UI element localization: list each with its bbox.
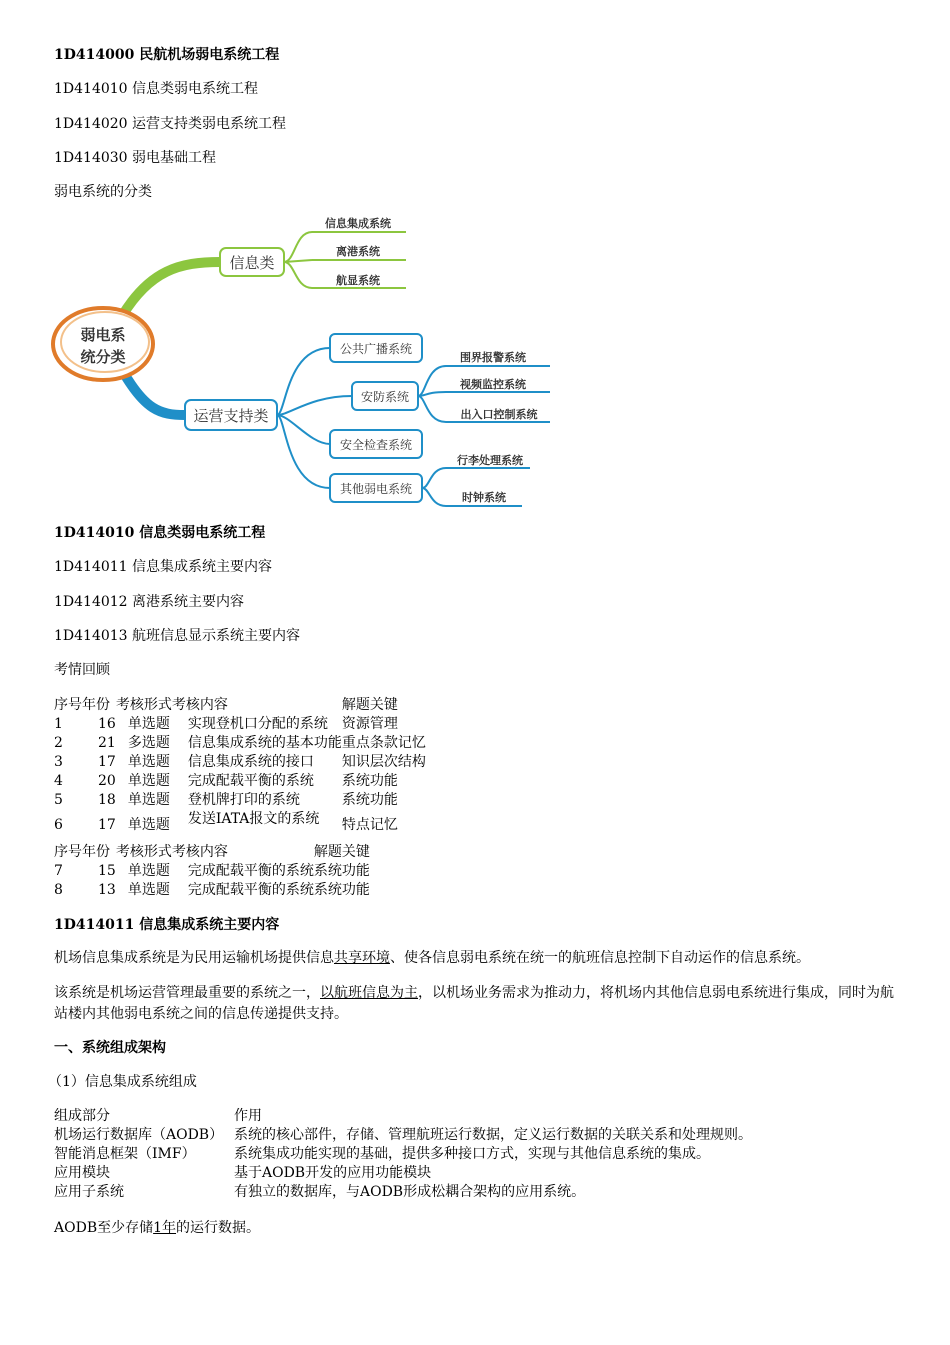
section-2-item-2[interactable]: 1D414012 离港系统主要内容 xyxy=(54,594,245,610)
cell: 16 xyxy=(98,716,116,732)
table-header-row xyxy=(54,843,370,862)
col-header: 序号 xyxy=(54,844,82,860)
security-child-3: 出入口控制系统 xyxy=(460,408,538,421)
cell: 完成配载平衡的系统 xyxy=(187,773,314,789)
components-table xyxy=(54,1107,752,1202)
root-label-line1: 弱电系 xyxy=(80,326,126,344)
cell: 多选题 xyxy=(127,735,170,751)
section-2-title: 1D414010 信息类弱电系统工程 xyxy=(54,525,266,541)
subsection-title: （1）信息集成系统组成 xyxy=(48,1074,197,1090)
col-header: 考核内容 xyxy=(171,844,228,860)
info-child-1: 信息集成系统 xyxy=(325,217,391,230)
info-branch-label: 信息类 xyxy=(229,254,275,272)
col-header: 组成部分 xyxy=(54,1108,110,1124)
paragraph-1 xyxy=(54,948,894,969)
cell: 18 xyxy=(98,792,116,808)
architecture-title: 一、系统组成架构 xyxy=(54,1040,166,1056)
cell: 应用模块 xyxy=(54,1165,110,1181)
table-row xyxy=(54,715,426,734)
cell: 单选题 xyxy=(127,754,170,770)
cell: 机场运行数据库（AODB） xyxy=(54,1127,224,1143)
root-node-ring xyxy=(53,308,153,380)
cell: 单选题 xyxy=(127,882,170,898)
paragraph-1-text-end: 、使各信息弱电系统在统一的航班信息控制下自动运作的信息系统。 xyxy=(390,950,810,966)
info-branch-connector xyxy=(122,262,220,316)
ops-child-1: 公共广播系统 xyxy=(339,342,413,356)
cell: 8 xyxy=(54,882,63,898)
info-child-3: 航显系统 xyxy=(336,274,380,287)
col-header: 考核内容 xyxy=(171,697,228,713)
cell: 完成配载平衡的系统 xyxy=(187,863,314,879)
cell: 知识层次结构 xyxy=(341,754,426,770)
ops-branch-connector xyxy=(122,370,185,415)
paragraph-1-underline: 共享环境 xyxy=(334,950,390,966)
cell: 13 xyxy=(98,882,116,898)
toc-item-1[interactable]: 1D414010 信息类弱电系统工程 xyxy=(54,81,259,97)
footer-text-end: 的运行数据。 xyxy=(176,1220,261,1236)
section-2-item-1[interactable]: 1D414011 信息集成系统主要内容 xyxy=(54,559,273,575)
cell: 系统集成功能实现的基础，提供多种接口方式，实现与其他信息系统的集成。 xyxy=(234,1146,710,1162)
section-2-item-3[interactable]: 1D414013 航班信息显示系统主要内容 xyxy=(54,628,301,644)
paragraph-2-text-end: ，以机场业务需求为推动力，将机场内其他信息弱电系统进行集成，同时为航站楼内其他弱电系统之间的信息传递提供支持。 xyxy=(54,985,894,1022)
cell: 21 xyxy=(98,735,116,751)
footer-note xyxy=(54,1219,260,1237)
cell: 实现登机口分配的系统 xyxy=(187,716,328,732)
col-header: 年份 xyxy=(82,844,110,860)
ops-child-4: 其他弱电系统 xyxy=(339,482,413,496)
mindmap-diagram xyxy=(50,210,570,510)
col-header: 考核形式 xyxy=(115,697,172,713)
cell: 系统功能 xyxy=(341,773,398,789)
exam-table-2 xyxy=(54,843,370,900)
cell: 单选题 xyxy=(127,792,170,808)
main-heading: 1D414000 民航机场弱电系统工程 xyxy=(54,47,280,63)
cell: 20 xyxy=(98,773,116,789)
paragraph-1-text: 机场信息集成系统是为民用运输机场提供信息 xyxy=(54,950,334,966)
table-row xyxy=(54,1183,752,1202)
col-header: 年份 xyxy=(82,697,110,713)
cell: 系统的核心部件，存储、管理航班运行数据，定义运行数据的关联关系和处理规则。 xyxy=(234,1127,752,1143)
cell: 单选题 xyxy=(127,817,170,833)
security-child-1: 围界报警系统 xyxy=(460,351,526,364)
cell: 重点条款记忆 xyxy=(341,735,426,751)
table-row xyxy=(54,1145,752,1164)
toc-item-2[interactable]: 1D414020 运营支持类弱电系统工程 xyxy=(54,116,287,132)
cell: 单选题 xyxy=(127,863,170,879)
col-header: 解题关键 xyxy=(313,844,370,860)
table-row xyxy=(54,1126,752,1145)
footer-text: AODB至少存储 xyxy=(54,1220,154,1236)
col-header: 考核形式 xyxy=(115,844,172,860)
cell: 17 xyxy=(98,817,116,833)
footer-underline: 1年 xyxy=(153,1220,177,1236)
ops-child-2: 安防系统 xyxy=(360,390,410,404)
cell: 系统功能 xyxy=(313,882,370,898)
cell: 6 xyxy=(54,817,63,833)
cell: 单选题 xyxy=(127,716,170,732)
ops-child-3: 安全检查系统 xyxy=(339,438,413,452)
table-row xyxy=(54,881,370,900)
security-child-2: 视频监控系统 xyxy=(460,378,526,391)
table-row xyxy=(54,734,426,753)
info-child-2: 离港系统 xyxy=(336,245,380,258)
table-header-row xyxy=(54,1107,752,1126)
cell: 2 xyxy=(54,735,63,751)
cell: 3 xyxy=(54,754,63,770)
root-label-line2: 统分类 xyxy=(80,348,126,366)
cell: 15 xyxy=(98,863,116,879)
cell: 5 xyxy=(54,792,63,808)
cell: 单选题 xyxy=(127,773,170,789)
table-row xyxy=(54,753,426,772)
table-row xyxy=(54,791,426,810)
paragraph-2-underline: 以航班信息为主 xyxy=(320,985,418,1001)
table-header-row xyxy=(54,696,426,715)
cell: 基于AODB开发的应用功能模块 xyxy=(234,1165,432,1181)
col-header: 序号 xyxy=(54,697,82,713)
table-row xyxy=(54,772,426,791)
cell: 4 xyxy=(54,773,63,789)
classify-label: 弱电系统的分类 xyxy=(54,184,152,200)
toc-item-3[interactable]: 1D414030 弱电基础工程 xyxy=(54,150,217,166)
other-child-1: 行李处理系统 xyxy=(457,454,523,467)
cell: 7 xyxy=(54,863,63,879)
other-child-2: 时钟系统 xyxy=(462,491,506,504)
cell: 1 xyxy=(54,716,63,732)
cell: 17 xyxy=(98,754,116,770)
cell: 发送IATA报文的系统 xyxy=(187,811,320,827)
paragraph-2-text: 该系统是机场运营管理最重要的系统之一， xyxy=(54,985,320,1001)
cell: 资源管理 xyxy=(341,716,398,732)
table-row xyxy=(54,1164,752,1183)
exam-table-1 xyxy=(54,696,426,835)
cell: 系统功能 xyxy=(313,863,370,879)
cell: 完成配载平衡的系统 xyxy=(187,882,314,898)
ops-branch-label: 运营支持类 xyxy=(193,407,269,425)
cell: 信息集成系统的基本功能 xyxy=(187,735,342,751)
cell: 特点记忆 xyxy=(341,817,398,833)
cell: 信息集成系统的接口 xyxy=(187,754,314,770)
cell: 登机牌打印的系统 xyxy=(187,792,300,808)
paragraph-2 xyxy=(54,983,894,1025)
cell: 应用子系统 xyxy=(54,1184,124,1200)
cell: 智能消息框架（IMF） xyxy=(54,1146,196,1162)
review-label: 考情回顾 xyxy=(54,662,110,678)
col-header: 解题关键 xyxy=(341,697,398,713)
table-row xyxy=(54,810,426,835)
cell: 有独立的数据库，与AODB形成松耦合架构的应用系统。 xyxy=(234,1184,586,1200)
col-header: 作用 xyxy=(234,1108,262,1124)
table-row xyxy=(54,862,370,881)
section-3-title: 1D414011 信息集成系统主要内容 xyxy=(54,917,280,933)
cell: 系统功能 xyxy=(341,792,398,808)
